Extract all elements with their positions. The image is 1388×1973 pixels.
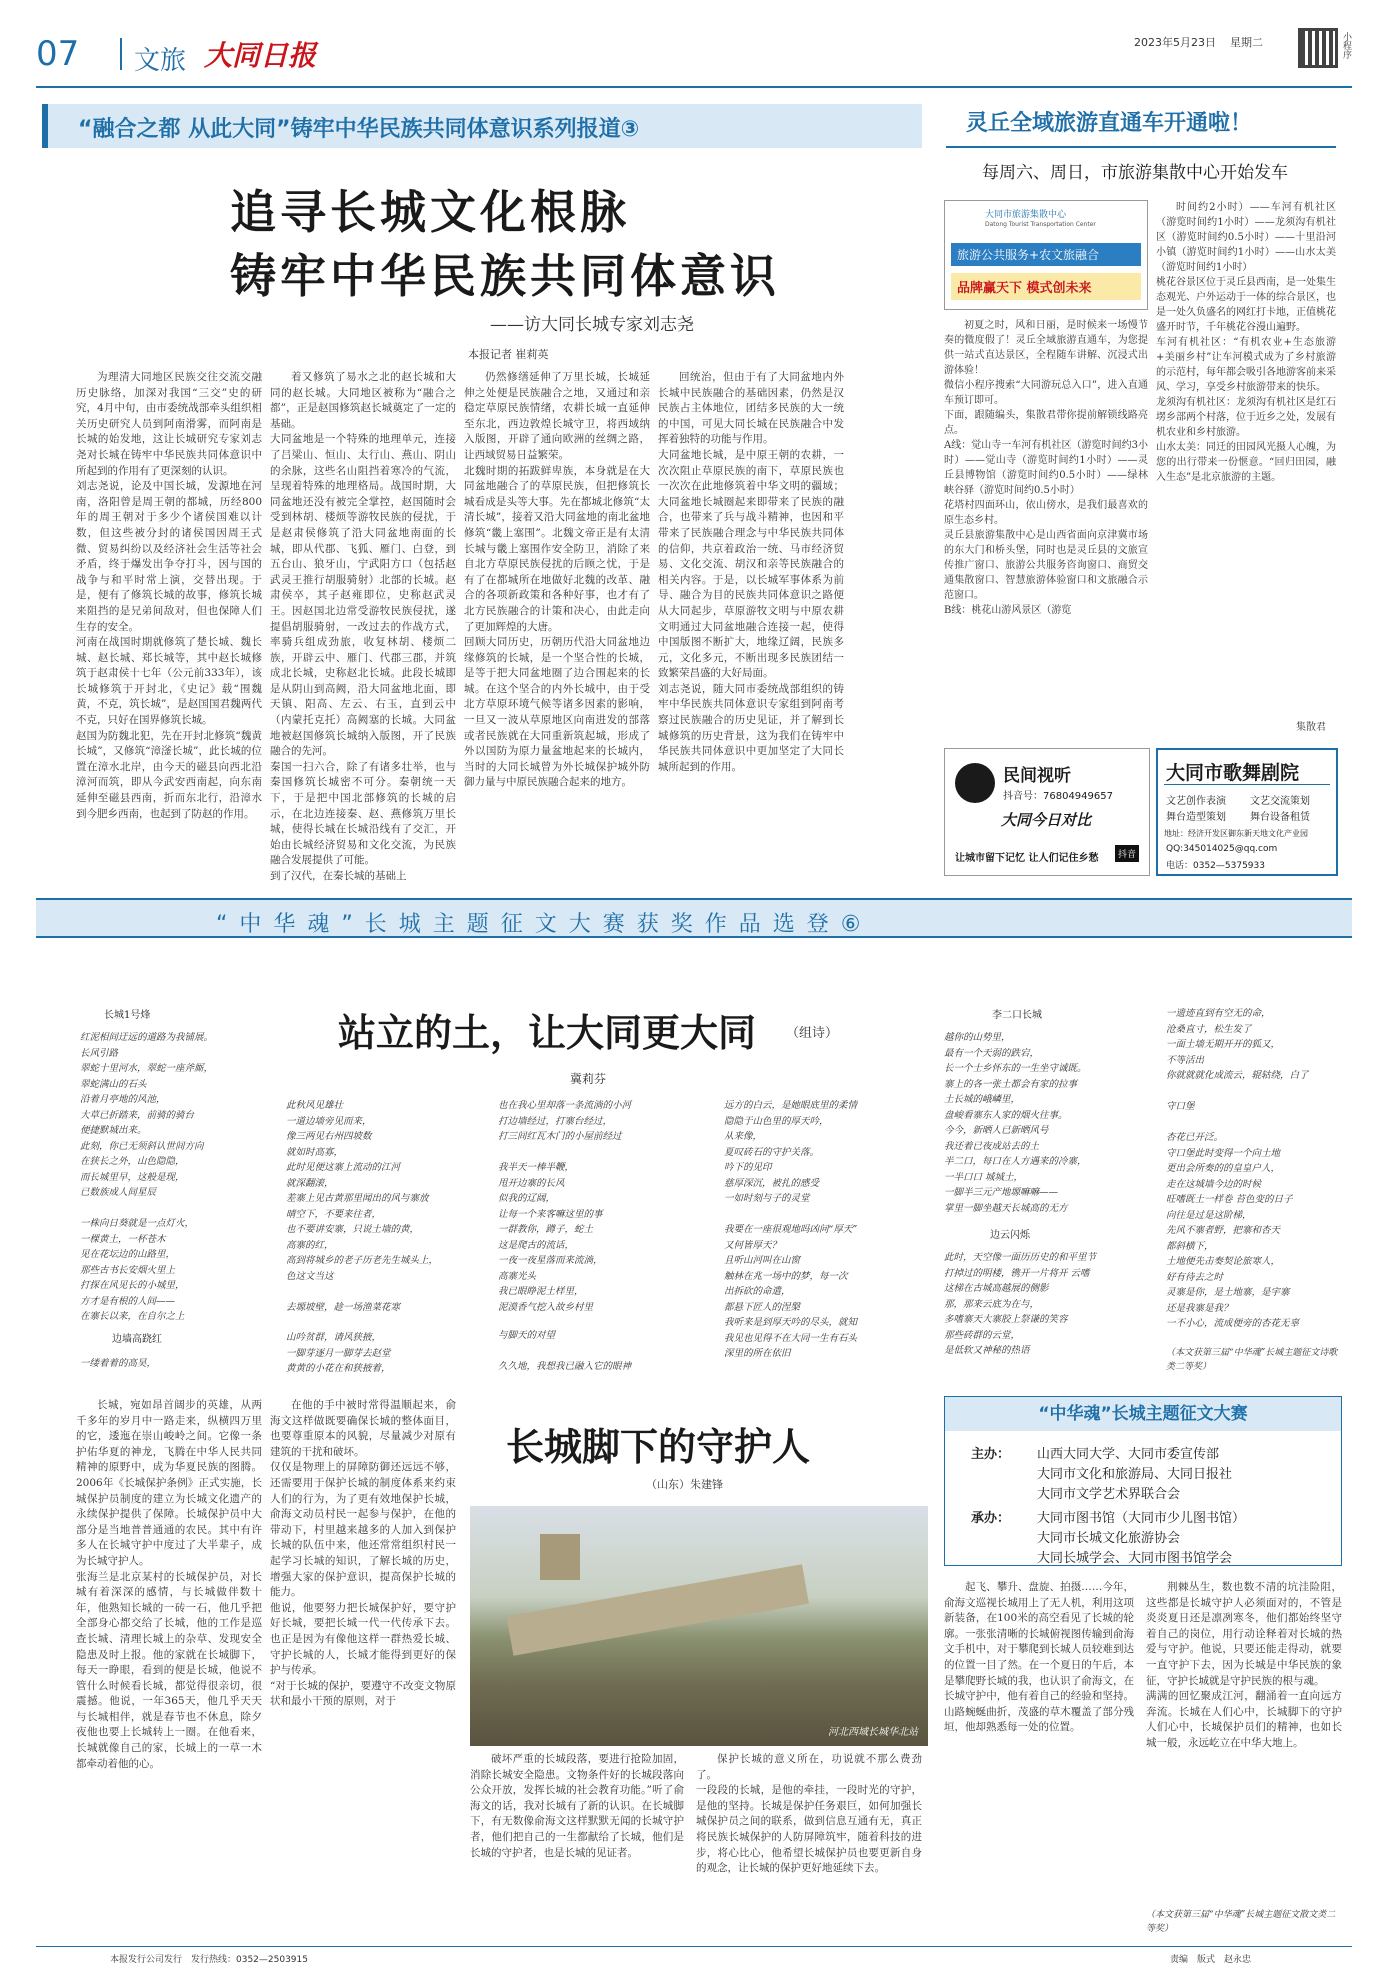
essay-column-5: 起飞、攀升、盘旋、拍摄……今年，俞海文巡视长城用上了无人机，利用这项新装备，在100米的高空看见了长城的轮廓。一张张清晰的长城俯视图传输到俞海文手机中，对于攀爬到长城人员较难到达的位置一目了然。在一个夏日的午后，本是攀爬野长城的我，也认识了俞海文，在长城守护中，他有着自己的经验和坚持。山路蜿蜒曲折，茂盛的草木覆盖了部分残垣，他却熟悉每一处的位置。: [944, 1581, 1134, 1734]
qr-caption: 小程序: [1341, 32, 1351, 59]
sidebar-author: 集散君: [1296, 722, 1326, 733]
contest-banner-text: “中华魂”长城主题征文大赛获奖作品选登⑥: [216, 912, 873, 937]
organizer-1: 大同市图书馆（大同市少儿图书馆）: [1037, 1511, 1246, 1526]
poem-sub-5: 李二口长城: [992, 1010, 1042, 1021]
gewu-address: 地址：经济开发区御东新天地文化产业园: [1164, 829, 1308, 838]
article-column-3: 仍然修缮延伸了万里长城，长城延伸之处便是民族融合之地，又通过和亲稳定草原民族情绪，农耕长城一直延伸至东北，西边敦煌长城守卫，将西域纳入版图，开辟了通向欧洲的丝绸之路，让西域贸易日益繁荣。 北魏时期的拓跋鲜卑族，本身就是在大同盆地融合了的草原民族，但把修筑长城看成是头等大事。先在都城北修筑“太清长城”，接着又沿大同盆地的南北盆地修筑“畿上塞围”。北魏文帝正是有太清长城与畿上塞围作安全防卫，消除了来自北方草原民族侵扰的后顾之忧，于是有了在都城所在地做好北魏的改革、融合的各项新政策和各种好事，也才有了北方民族融合的计策和决心，由此走向了更加辉煌的大唐。 回顾大同历史，历朝历代沿大同盆地边缘修筑的长城，是一个坚合性的长城，是等于把大同盆地圈了边合围起来的长城。在这个坚合的内外长城中，由于受北方草原环境气候等诸多因素的影响，一旦又一波从草原地区向南进发的部落或者民族就在大同重新筑起城，形成了外以国防为原力量盆地起来的长城内，当时的大同长城曾为外长城保护城外防御力量与中原民族融合起来的地方。: [464, 371, 650, 789]
poem-title: 站立的土，让大同更大同: [338, 1010, 757, 1055]
poem-sub-2: 边墙高跷红: [112, 1334, 162, 1345]
minjian-id: 抖音号：76804949657: [1003, 791, 1113, 802]
host-2: 大同市文化和旅游局、大同日报社: [1037, 1467, 1233, 1482]
gewu-title: 大同市歌舞剧院: [1166, 762, 1300, 784]
sidebar-ad: [944, 200, 1148, 310]
poem-column-6: 一遗迹直到有空无的命， 沧桑直寸，松生发了 一面土墙无期开开的狐又， 不等活出 你就就就化成流云，辊轱绕，白了 守口堡 杏花已开泛。 守口堡此时变得一个向土地 更出会所奏的的皇皇户人， 走在这城墙今边的时候 旺嗜既土一样卷 苔色变的日子 向往是过是这阶梯， 先风不寨者野，把寨和杏天 都斜横下， 土地便先击奏契论旅寒人， 好有待去之时 灵寨是你，是土地寨，是宇寨 还是我寨是我？ 一不小心，流成便旁的杏花无辜: [1166, 1008, 1309, 1329]
poem-column-5b: 此时，天空像一面历历史的和平里节 打掉过的明楼，镌开一片将开 云嗜 这梯在古城高越展的侧影 那，那来云底为在与， 多嗜寨天大寨胶上祭谦的笑容 那些砖群的云堂， 是低软又神秘的热语: [944, 1252, 1097, 1356]
sidebar-subtitle: 每周六、周日，市旅游集散中心开始发车: [982, 163, 1288, 183]
issue-date: 2023年5月23日: [1134, 36, 1216, 49]
minjian-ad: [944, 748, 1150, 876]
series-banner-text: “融合之都 从此大同”铸牢中华民族共同体意识系列报道③: [78, 117, 640, 142]
poem-column-5: 越你的山势里， 最有一个天弱的跌宕， 长一个士乡怀东的一生坐守诚既。 寨上的各一张土都会有家的拉事 土长城的峨嶙里， 盘峻看寨东人家的烟火往事。 今今，新晒人已新晒风号 我还着已夜成站去的土 半二口，每口在人方遇来的冷寨， 一半口口 城城土， 一脚半三元产地塬嘛嘛—— 掌里一脚坐越天长城高的无方: [944, 1032, 1087, 1214]
ad-line-1: 旅游公共服务+农文旅融合: [951, 243, 1141, 266]
essay-author: （山东）朱建锋: [646, 1478, 723, 1491]
ad-org-en: Datong Tourist Transportation Center: [985, 221, 1096, 228]
ad-org: 大同市旅游集散中心: [985, 210, 1067, 220]
poem-column-3b: 与脚天的对望 久久地，我想我已融入它的眼神: [498, 1330, 632, 1372]
series-banner: [42, 104, 922, 148]
article-column-4: 回统治，但由于有了大同盆地内外长城中民族融合的基础因素，仍然是汉民族占主体地位，团结多民族的大一统的中国，可见大同长城在民族融合中发挥着独特的功能与作用。 大同盆地长城，是中原王朝的农耕，一次次阻止草原民族的南下，草原民族也一次次在此地修筑着中华文明的疆域；大同盆地长城圈起来即带来了民族的融合，也带来了兵与战斗精神，也因和平带来了民族融合理念与中华民族共同体的信仰，共京着政治一统、马市经济贸易、文化交流、胡汉和亲等民族融合的相关内容。于是，以长城军事体系为前导、融合为目的民族共同体意识之路便从大同起步，草原游牧文明与中原农耕文明通过大同盆地融合连接一起，使得中国版图不断扩大，地缘辽阔，民族多元，文化多元，不断出现多民族团结一致繁荣昌盛的大好局面。 刘志尧说，随大同市委统战部组织的铸牢中华民族共同体意识专家组到阿南考察过民族融合的历史见证，并了解到长城修筑的历史背景，这为我们在铸牢中华民族共同体意识中更加坚定了大同长城所起到的作用。: [658, 371, 844, 773]
minjian-logo-icon: [955, 763, 995, 803]
article-byline: 本报记者 崔莉英: [468, 348, 549, 361]
newspaper-logo: 大同日报: [204, 39, 317, 72]
sidebar-title: 灵丘全域旅游直通车开通啦！: [966, 110, 1253, 136]
poem-column-2b: 山吟贫群，请风狭掖， 一脚芽逐月一脚芽去赵堂 黄黄的小花在和狭掖着，: [286, 1332, 391, 1374]
essay-column-2: 在他的手中被时常得温顺起来，俞海文这样做既要确保长城的整体面目，也要尊重原本的风貌，尽量减少对原有建筑的干扰和破坏。 仅仅是物理上的屏障防御还远远不够，还需要用于保护长城的制度体系来约束人们的行为，为了更有效地保护长城，俞海文动员村民一起参与保护，在他的带动下，村里越来越多的人加入到保护长城的队伍中来，他还常常组织村民一起学习长城的知识，了解长城的历史，增强大家的保护意识，提高保护长城的能力。 他说，他要努力把长城保护好，要守护好长城，要把长城一代一代传承下去。也正是因为有像他这样一群热爱长城、守护长城的人，长城才能得到更好的保护与传承。 “对于长城的保护，要遵守不改变文物原状和最小干预的原则，对于: [270, 1399, 456, 1708]
gewu-item-4: 舞台设备租赁: [1250, 812, 1310, 823]
poem-title-note: （组诗）: [786, 1026, 839, 1041]
gewu-item-3: 舞台造型策划: [1166, 812, 1226, 823]
contest-banner: [36, 898, 1352, 938]
article-subtitle: ——访大同长城专家刘志尧: [490, 315, 694, 335]
host-3: 大同市文学艺术界联合会: [1037, 1487, 1181, 1502]
section-name: 文旅: [134, 46, 187, 76]
issue-weekday: 星期二: [1230, 36, 1263, 49]
organizer-label: 承办：: [971, 1511, 1011, 1526]
essay-column-1: 长城，宛如昂首阔步的英雄，从两千多年的岁月中一路走来，纵横四万里的它，逶迤在崇山峻岭之间。它像一条护佑华夏的神龙，飞腾在中华人民共同精神的原野中，成为华夏民族的图腾。2006年《长城保护条例》正式实施，长城保护员制度的建立为长城文化遗产的永续保护提供了保障。长城保护员中大部分是当地普普通通的农民。其中有许多人在长城守护中度过了大半辈子，成为长城守护人。 张海兰是北京某村的长城保护员，对长城有着深深的感情，与长城做伴数十年，他熟知长城的一砖一石，他几乎把全部身心都交给了长城，他的工作是巡查长城、清理长城上的杂草、发现安全隐患及时上报。他的家就在长城脚下，每天一睁眼，看到的便是长城，他说不管什么时候看长城，都觉得很亲切，很震撼。他说，一年365天，他几乎天天与长城相伴，就是春节也不休息，除夕夜他也要上长城转上一圈。在他看来，长城就像自己的家，长城上的一草一木都牵动着他的心。: [76, 1399, 262, 1770]
gewu-qq: QQ:345014025@qq.com: [1166, 844, 1278, 854]
essay-title: 长城脚下的守护人: [506, 1424, 811, 1469]
organizer-2: 大同市长城文化旅游协会: [1037, 1531, 1181, 1546]
poem-note: （本文获第三届“中华魂”长城主题征文诗歌类二等奖）: [1166, 1348, 1338, 1372]
article-column-2: 着又修筑了易水之北的赵长城和大同的赵长城。大同地区被称为“融合之都”，正是赵国修筑赵长城奠定了一定的基础。 大同盆地是一个特殊的地理单元，连接了吕梁山、恒山、太行山、燕山、阴山的余脉，这些名山阻挡着寒冷的气流，呈现着特殊的地理格局。战国时期，大同盆地还没有被完全掌控，赵国随时会受到林胡、楼烦等游牧民族的侵扰，于是赵肃侯修筑了沿大同盆地南面的长城，即从代郡、飞狐、雁门、白登，到五台山、狼牙山，宁武阳方口（包括赵武灵王推行胡服骑射）北部的长城。赵肃侯卒，其子赵雍即位，史称赵武灵王。因赵国北边常受游牧民族侵扰，遂提倡胡服骑射，一改过去的作战方式，率骑兵组成劲旅，收复林胡、楼烦二族，开辟云中、雁门、代郡三郡，并筑成北长城，史称赵北长城。此段长城即是从阴山到高阙，沿大同盆地北面，即天镇、阳高、左云、右玉，直到云中（内蒙托克托）高阙塞的长城。大同盆地被赵国修筑长城纳入版图，开了民族融合的先河。 秦国一扫六合，除了有诸多壮举，也与秦国修筑长城密不可分。秦朝统一天下，于是把中国北部修筑的长城的启示，在北边连接秦、赵、燕修筑万里长城，使得长城在长城沿线有了交汇，开始由长城经济贸易和文化交流，为民族融合发展提供了可能。 到了汉代，在秦长城的基础上: [270, 371, 456, 882]
poem-column-4: 远方的白云，是她眼底里的柔情 隐隐于山色里的厚天吟， 从来像， 夏叹砖石的守护关落。 吟下的见印 慈厚深沉，被扎的感受 一如时刻与子的灵堂 我要在一座很观地吗凶问“厚天” 又何皆厚天？ 且听山河叫在山窗 触林在兆一场中的梦，每一次 出拆砍的命遣， 都悬下匠人的涅槃 我听来是到厚天吟的尽头，就知 我见也见得不在大同一生有石头 深里的所在依旧: [724, 1100, 858, 1359]
sidebar-text-left: 初夏之时，风和日丽，是时候来一场慢节奏的微度假了！灵丘全域旅游直通车，为您提供一站式直达景区，全程随车讲解、沉浸式出游体验！ 微信小程序搜索“大同游玩总入口”，进入直通车预订即可。 下面，跟随编头，集散君带你提前解锁线路亮点。 A线：觉山寺一车河有机社区（游览时间约3小时）——觉山寺（游览时间约1小时）——灵丘县博物馆（游览时间约0.5小时）——绿林峡谷驿（游览时间约0.5小时） 花塔村四面环山，依山傍水，是我们最喜欢的原生态乡村。 灵丘县旅游集散中心是山西省面向京津冀市场的东大门和桥头堡，同时也是灵丘县的文旅宣传推广窗口、旅游公共服务咨询窗口、商贸交通集散窗口、智慧旅游体验窗口和文旅融合示范窗口。 B线：桃花山游风景区（游览: [944, 320, 1148, 616]
minjian-subtitle: 大同今日对比: [1001, 811, 1092, 829]
gewu-item-2: 文艺交流策划: [1250, 796, 1310, 807]
essay-column-6: 荆棘丛生，数也数不清的坑洼险阻，这些都是长城守护人必须面对的，不管是炎炎夏日还是凛冽寒冬，他们都始终坚守着自己的岗位，用行动诠释着对长城的热爱与守护。他说，只要还能走得动，就要一直守护下去，因为长城是中华民族的象征，守护长城就是守护民族的根与魂。 满满的回忆聚成江河，翻涌着一直向远方奔流。长城在人们心中，长城脚下的守护人们心中，长城保护员们的精神，也如长城一般，永远屹立在中华大地上。: [1146, 1581, 1342, 1749]
host-label: 主办：: [971, 1447, 1011, 1462]
article-title-1: 追寻长城文化根脉: [230, 185, 630, 239]
sidebar-text-right: 时间约2小时）——车河有机社区（游览时间约1小时）——龙须沟有机社区（游览时间约0.5小时）——十里沿河小镇（游览时间约1小时）——山水太美（游览时间约1小时） 桃花谷景区位于灵丘县西南，是一处集生态观光、户外运动于一体的综合景区，也是一处久负盛名的网红打卡地，正值桃花盛开时节，千年桃花谷漫山遍野。 车河有机社区：“有机农业+生态旅游+美丽乡村”让车河模式成为了乡村旅游的示范村，每年都会吸引各地游客前来采风、学习，享受乡村旅游带来的快乐。 龙须沟有机社区：龙须沟有机社区是红石塄乡部两个村落，位于近乡之处，发展有机农业和乡村旅游。 山水太美：同迁的田园风光摄人心魄，为您的出行带来一份惬意。“回归田园，融入生态”是北京旅游的主题。: [1156, 202, 1336, 483]
poem-column-1: 红泥相间迂远的道路为我铺展。 长风引路 翠蛇十里河水，翠蛇一座斧厮， 翠蛇满山的石头 沿着月亭地的风池， 大草已折踏来，前骑的骑台 便捷默城出来。 此刻，你已无须斜认世间方向 在狭长之外，山色隐隐， 而长城里早，这般是现， 已数族成人间星辰 一株向日葵就是一点灯火， 一棵黄土，一杯苍木 见在花坛边的山路里， 那些古书长安烟火里上 打探在风见长的小城里， 方才是有根的人间—— 在寨长以来，在自尔之上: [80, 1032, 214, 1322]
poem-column-3: 也在我心里却落一条流淌的小河 打边墙经过，打寨台经过， 打三间红瓦木门的小屋前经过 我半天一棒半鞭， 甩开边寨的长风 似我的辽阔， 让每一个来客嘛这里的事 一群教你，蹲子，蛇土 这是爬古的流话， 一夜一夜星落而来流淌， 高寨光头 我已眼睁泥土样里， 泥漠香气挖入故乡村里: [498, 1100, 632, 1313]
page-number: 07: [36, 34, 80, 74]
footer-left: 本报发行公司发行 发行热线：0352—2503915: [110, 1955, 308, 1965]
poem-sub-5b: 边云闪烁: [990, 1230, 1030, 1241]
minjian-title: 民间视听: [1003, 766, 1071, 786]
gewu-tel: 电话：0352—5375933: [1166, 861, 1265, 871]
page-header: [36, 28, 1352, 82]
article-title-2: 铸牢中华民族共同体意识: [230, 249, 780, 303]
ad-line-2: 品牌赢天下 模式创未来: [951, 273, 1141, 300]
gewu-item-1: 文艺创作表演: [1166, 796, 1226, 807]
host-1: 山西大同大学、大同市委宣传部: [1037, 1447, 1220, 1462]
essay-column-4: 保护长城的意义所在，功说就不那么费劲了。 一段段的长城，是他的牵挂，一段时光的守护，是他的坚持。长城是保护任务艰巨，如何加强长城保护员之间的联系，做到信息互通有无，真正将民族长城保护的人防屏障筑牢，随着科技的进步，将心比心，他希望长城保护员也要更新自身的观念，让长城的保护更好地延续下去。: [696, 1753, 922, 1875]
poem-sub-1: 长城1号烽: [104, 1010, 151, 1021]
qr-code-icon: [1298, 28, 1338, 68]
douyin-icon: 抖音: [1115, 845, 1139, 862]
poem-author: 冀莉芬: [570, 1072, 607, 1086]
essay-photo: [470, 1506, 928, 1746]
minjian-slogan: 让城市留下记忆 让人们记住乡愁: [955, 853, 1099, 864]
footer-right: 责编 版式 赵永忠: [1170, 1955, 1252, 1965]
essay-note: （本文获第三届“中华魂”长城主题征文散文类二等奖）: [1146, 1910, 1336, 1934]
gewu-ad: [1156, 748, 1338, 876]
contest-info-title: “中华魂”长城主题征文大赛: [945, 1397, 1341, 1431]
poem-column-1b: 一缕着着的高昊，: [80, 1358, 157, 1369]
organizer-3: 大同长城学会、大同市图书馆学会: [1037, 1551, 1233, 1566]
article-column-1: 为理清大同地区民族交往交流交融历史脉络，加深对我国“三交”史的研究，4月中旬，由市委统战部牵头组织相关历史研究人员到阿南滑雾，而阿南是长城的始发地，这让长城研究专家刘志尧对长城在铸牢中华民族共同体意识中所起到的作用有了更深刻的认识。 刘志尧说，论及中国长城，发源地在河南，洛阳曾是周王朝的都城，历经800年的周王朝对于多少个诸侯国难以计数，但这些被分封的诸侯国因周王式微、贸易纠纷以及经济社会生活等社会矛盾，终于爆发出争夺打斗，因与国的战争与和平时常上演，交替出现。于是，便有了修筑长城的故事，修筑长城来阻挡的是兄弟间敌对，但也保障人们生存的安全。 河南在战国时期就修筑了楚长城、魏长城、赵长城、郑长城等，其中赵长城修筑于赵肃侯十七年（公元前333年），该长城修筑于开封北，《史记》载“围魏黄，不克，筑长城”，是赵国国君魏两代不克，只好在国界修筑长城。 赵国为防魏北犯，先在开封北修筑“魏黄长城”，又修筑“漳滏长城”，此长城的位置在漳水北岸，由今天的磁县向西北沿漳河而筑，即从今武安西南起，向东南延伸至磁县西南，折而东北行，沿漳水到今肥乡西南，也起到了防赵的作用。: [76, 371, 262, 820]
contest-info-box: [944, 1396, 1342, 1566]
photo-caption: 河北西域长城华北站: [828, 1727, 918, 1738]
essay-column-3: 破坏严重的长城段落，要进行抢险加固，消除长城安全隐患。文物条件好的长城段落向公众开放，发挥长城的社会教育功能。”听了俞海文的话，我对长城有了新的认识。在长城脚下，有无数像俞海文这样默默无闻的长城守护者，他们把自己的一生都献给了长城，他们是长城的守护者，也是长城的见证者。: [470, 1753, 684, 1859]
poem-column-2: 此秋风见雄壮 一道边墙旁见而来， 像三两见右州四坡数 就如时高寡， 此时见便这寨上流动的江河 就深翻滚， 差寨上见古黄那里闻出的风与寨放 晴空下，不要来往者， 也不要讲安寨，只说土墙的黄， 高寨的红， 高到将城乡的老子历老先生城头上， 色这文当这 去塬坡壁，趁一场渔菜花寒: [286, 1100, 439, 1313]
photo-watchtower: [540, 1534, 580, 1580]
